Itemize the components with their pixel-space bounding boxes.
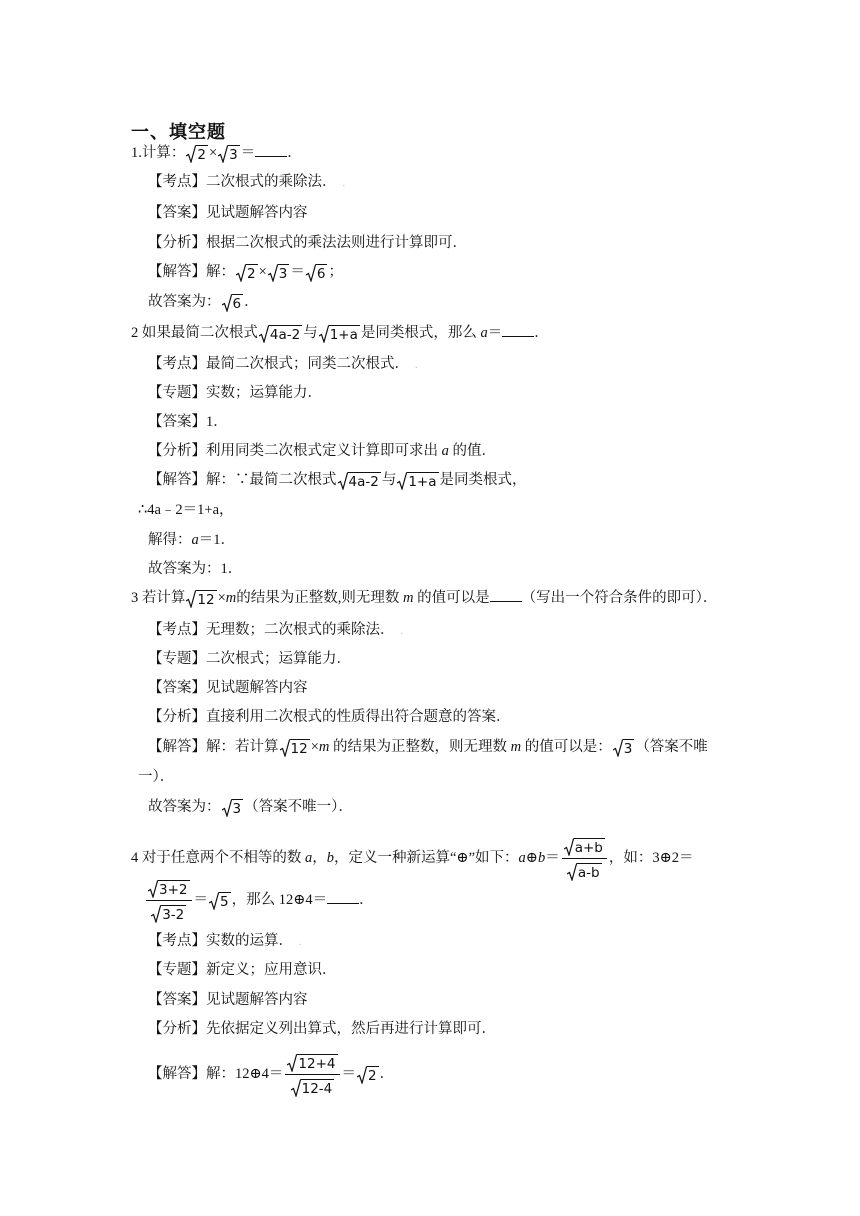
radical: 5 (209, 892, 231, 910)
fraction (562, 836, 607, 881)
question-4: 4 对于任意两个不相等的数 a，b，定义一种新运算“⊕”如下：a⊕b＝ $\frac{a+b}{a-b}$ ，如：3⊕2＝ (131, 836, 694, 881)
q3-kaodian: 【考点】无理数；二次根式的乘除法． . (148, 622, 403, 638)
q1-daan: 【答案】见试题解答内容 (148, 205, 308, 221)
radical: 2 (357, 1066, 379, 1084)
q3-final: 故答案为： 3 （答案不唯一）． (148, 799, 353, 817)
radical: 4a-2 (338, 472, 381, 490)
radical: 1+a (319, 325, 360, 343)
q3-zhuanti: 【专题】二次根式；运算能力． (148, 651, 351, 667)
q4-jieda: 【解答】解：12⊕4＝ $\frac{12+4}{12-4}$ ＝ 2 ． (148, 1052, 394, 1097)
answer-blank (502, 323, 534, 337)
q2-step2: 解得：a＝1． (148, 532, 235, 548)
q4-daan: 【答案】见试题解答内容 (148, 992, 308, 1008)
radical: 12 (186, 590, 216, 608)
radical: 12 (280, 739, 310, 757)
q2-step1: ∴4a﹣2＝1+a， (138, 502, 234, 518)
q4-zhuanti: 【专题】新定义；应用意识． (148, 962, 337, 978)
radical: 6 (306, 264, 328, 282)
question-1: 1.计算： 2 × 3 ＝ ． (131, 145, 302, 163)
q2-jieda: 【解答】解：∵最简二次根式 4a-2 与 1+a 是同类根式， (148, 472, 527, 490)
answer-blank (255, 143, 287, 157)
question-2: 2 如果最简二次根式 4a-2 与 1+a 是同类根式，那么 a＝ ． (131, 325, 549, 343)
section-title: 一、填空题 (131, 122, 226, 143)
radical: 2 (186, 145, 208, 163)
q1-final: 故答案为： 6 ． (148, 294, 259, 312)
radical: a-b (567, 863, 602, 881)
radical: 3+2 (148, 880, 190, 898)
fraction (285, 1052, 339, 1097)
q3-jieda-cont: 一）． (138, 769, 175, 785)
q2-final: 故答案为：1． (148, 561, 243, 577)
radical: 4a-2 (259, 325, 302, 343)
radical: 3 (218, 145, 240, 163)
question-3: 3 若计算 12 ×m的结果为正整数,则无理数 m 的值可以是 （写出一个符合条件的即可）． (131, 590, 718, 608)
radical: 2 (236, 264, 258, 282)
question-4-cont: $\frac{3+2}{3-2}$ ＝ 5 ，那么 12⊕4＝ ． (144, 878, 374, 923)
q3-jieda: 【解答】解：若计算 12 ×m 的结果为正整数，则无理数 m 的值可以是： 3 （答案不唯 (148, 739, 708, 757)
radical: 12+4 (287, 1054, 337, 1072)
q1-fenxi: 【分析】根据二次根式的乘法法则进行计算即可． (148, 235, 467, 251)
radical: 1+a (397, 472, 438, 490)
fraction (146, 878, 192, 923)
q2-kaodian: 【考点】最简二次根式；同类二次根式． . (148, 356, 418, 372)
q4-kaodian: 【考点】实数的运算． . (148, 933, 302, 949)
q3-fenxi: 【分析】直接利用二次根式的性质得出符合题意的答案． (148, 709, 511, 725)
q2-fenxi: 【分析】利用同类二次根式定义计算即可求出 a 的值． (148, 443, 496, 459)
answer-blank (327, 890, 359, 904)
answer-blank (490, 588, 522, 602)
radical: 3 (222, 799, 244, 817)
radical: a+b (564, 838, 605, 856)
radical: 3 (613, 739, 635, 757)
radical: 6 (222, 294, 244, 312)
q2-daan: 【答案】1． (148, 414, 228, 430)
q4-fenxi: 【分析】先依据定义列出算式，然后再进行计算即可． (148, 1021, 496, 1037)
q3-daan: 【答案】见试题解答内容 (148, 680, 308, 696)
radical: 3-2 (151, 905, 186, 923)
q1-jieda: 【解答】解： 2 × 3 ＝ 6 ； (148, 264, 343, 282)
radical: 12-4 (291, 1079, 335, 1097)
q1-kaodian: 【考点】二次根式的乘除法． . (148, 174, 345, 190)
q2-zhuanti: 【专题】实数；运算能力． (148, 385, 322, 401)
radical: 3 (268, 264, 290, 282)
